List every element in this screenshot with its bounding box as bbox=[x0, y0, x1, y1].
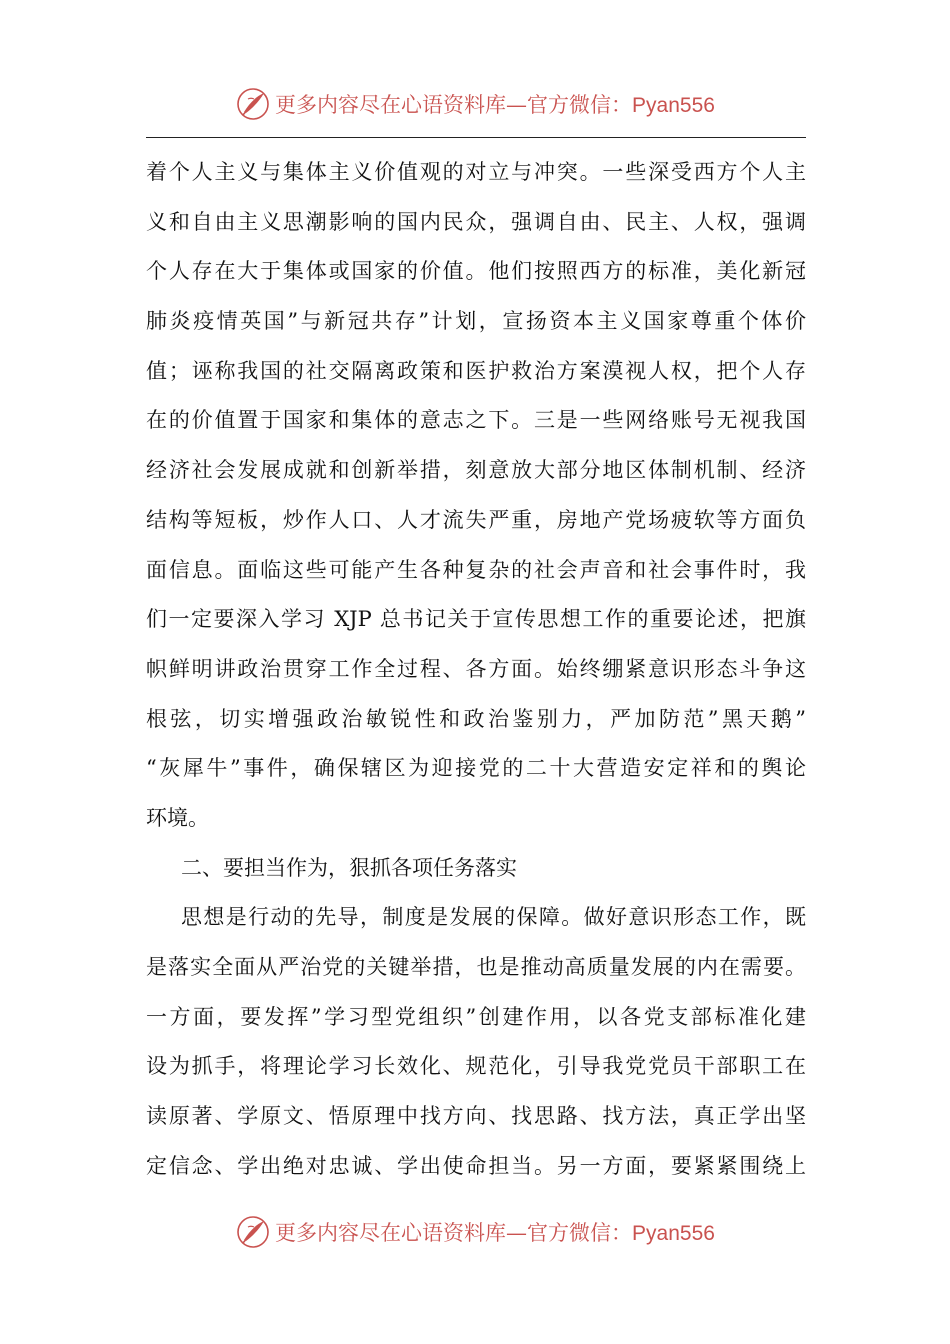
text-line: 思想是行动的先导，制度是发展的保障。做好意识形态工作，既 bbox=[181, 905, 806, 930]
text-line: 在的价值置于国家和集体的意志之下。三是一些网络账号无视我国 bbox=[146, 408, 806, 433]
wechat-id: Pyan556 bbox=[632, 94, 715, 117]
header-divider bbox=[146, 137, 806, 138]
header-watermark bbox=[0, 84, 950, 124]
footer-watermark bbox=[0, 1212, 950, 1252]
text-line: 结构等短板，炒作人口、人才流失严重，房地产党场疲软等方面负 bbox=[146, 507, 806, 532]
text-line: 帜鲜明讲政治贯穿工作全过程、各方面。始终绷紧意识形态斗争这 bbox=[146, 656, 806, 681]
text-line: 是落实全面从严治党的关键举措，也是推动高质量发展的内在需要。 bbox=[146, 955, 806, 979]
watermark-text: 更多内容尽在心语资料库—官方微信：Pyan556 bbox=[275, 93, 715, 117]
text-line: “灰犀牛”事件，确保辖区为迎接党的二十大营造安定祥和的舆论 bbox=[146, 756, 806, 781]
text-line: 环境。 bbox=[146, 805, 209, 830]
wechat-id: Pyan556 bbox=[632, 1222, 715, 1245]
document-body bbox=[146, 148, 806, 1191]
watermark-text: 更多内容尽在心语资料库—官方微信：Pyan556 bbox=[275, 1221, 715, 1245]
text-line: 值；诬称我国的社交隔离政策和医护救治方案漠视人权，把个人存 bbox=[146, 358, 806, 383]
text-line: 着个人主义与集体主义价值观的对立与冲突。一些深受西方个人主 bbox=[146, 160, 806, 184]
section-heading: 二、要担当作为，狠抓各项任务落实 bbox=[181, 855, 517, 880]
quill-pen-logo-icon bbox=[235, 1214, 271, 1250]
text-line: 面信息。面临这些可能产生各种复杂的社会声音和社会事件时，我 bbox=[146, 557, 806, 582]
text-line: 经济社会发展成就和创新举措，刻意放大部分地区体制机制、经济 bbox=[146, 458, 806, 483]
text-line: 们一定要深入学习 XJP 总书记关于宣传思想工作的重要论述，把旗 bbox=[146, 607, 806, 632]
text-line: 肺炎疫情英国”与新冠共存”计划，宣扬资本主义国家尊重个体价 bbox=[146, 309, 806, 334]
text-line: 个人存在大于集体或国家的价值。他们按照西方的标准，美化新冠 bbox=[146, 259, 806, 284]
text-line: 定信念、学出绝对忠诚、学出使命担当。另一方面，要紧紧围绕上 bbox=[146, 1153, 806, 1178]
text-line: 设为抓手，将理论学习长效化、规范化，引导我党党员干部职工在 bbox=[146, 1054, 806, 1079]
text-line: 一方面，要发挥”学习型党组织”创建作用，以各党支部标准化建 bbox=[146, 1004, 806, 1029]
text-line: 读原著、学原文、悟原理中找方向、找思路、找方法，真正学出坚 bbox=[146, 1104, 806, 1129]
text-line: 根弦，切实增强政治敏锐性和政治鉴别力，严加防范”黑天鹅” bbox=[146, 706, 806, 731]
quill-pen-logo-icon bbox=[235, 86, 271, 122]
text-line: 义和自由主义思潮影响的国内民众，强调自由、民主、人权，强调 bbox=[146, 209, 806, 234]
